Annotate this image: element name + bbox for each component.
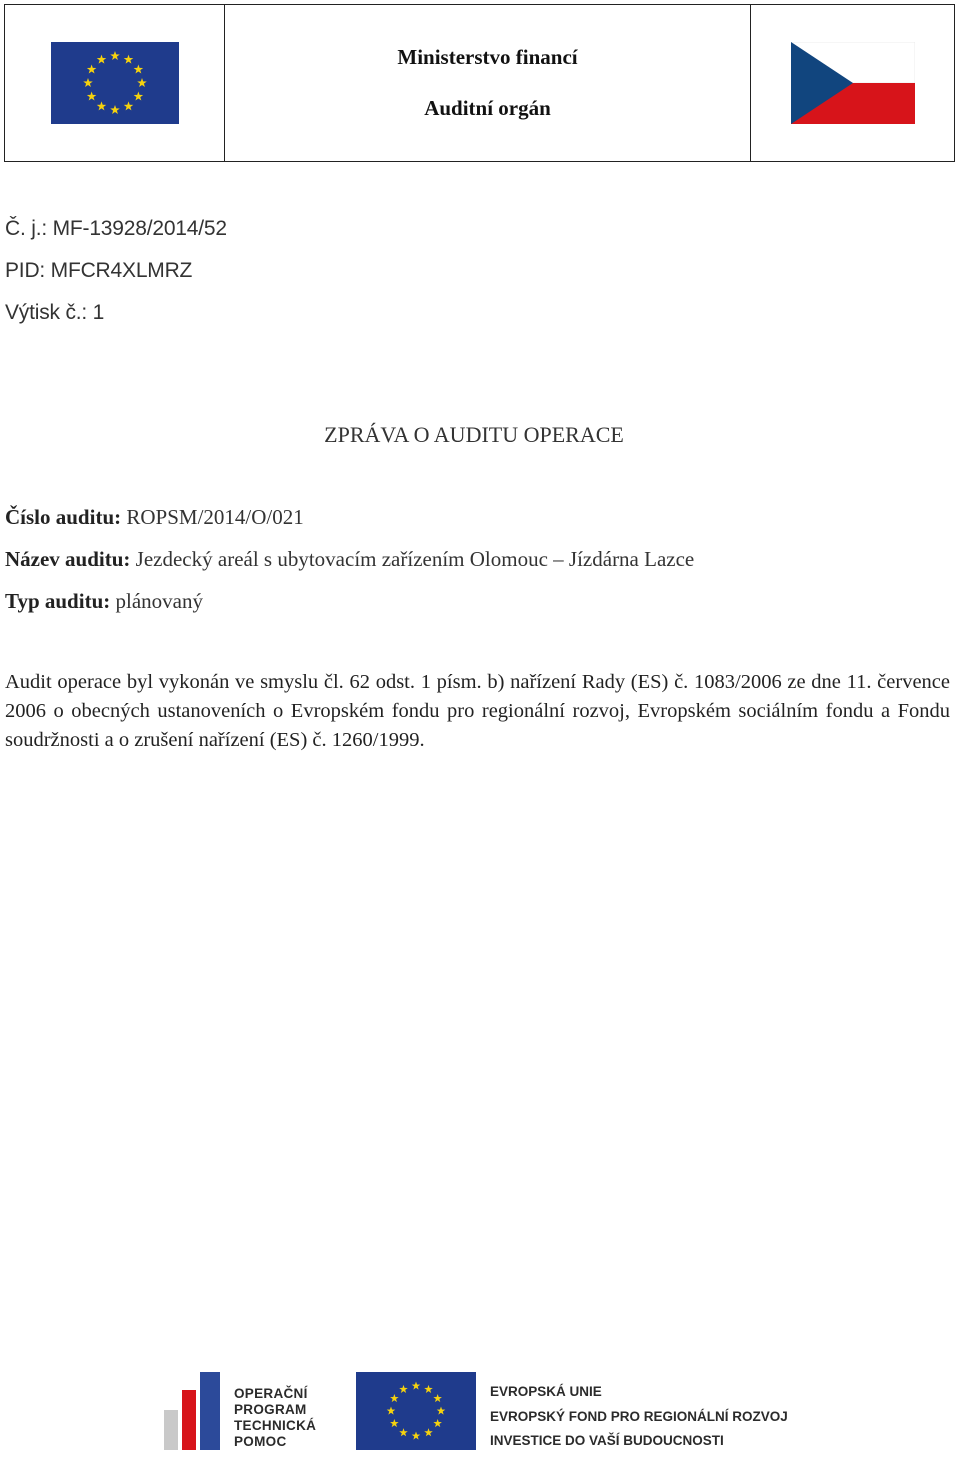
audit-name-value: Jezdecký areál s ubytovacím zařízením Olomouc – Jízdárna Lazce <box>135 547 695 571</box>
audit-number-line <box>5 505 304 530</box>
header-right-cell <box>751 5 955 162</box>
op-logo-text <box>234 1386 316 1450</box>
header-left-cell <box>5 5 225 162</box>
ministry-name: Ministerstvo financí <box>397 45 578 69</box>
department-name: Auditní orgán <box>424 96 551 120</box>
case-number: Č. j.: MF-13928/2014/52 <box>5 217 227 240</box>
audit-name-line <box>5 547 694 572</box>
op-line-4: POMOC <box>234 1434 287 1449</box>
footer-logos <box>160 1368 800 1454</box>
audit-number-value: ROPSM/2014/O/021 <box>126 505 304 529</box>
pid-number: PID: MFCR4XLMRZ <box>5 259 193 282</box>
copy-number: Výtisk č.: 1 <box>5 301 105 324</box>
op-line-3: TECHNICKÁ <box>234 1418 317 1433</box>
op-tp-logo-icon <box>160 1368 230 1452</box>
invest-text: INVESTICE DO VAŠÍ BUDOUCNOSTI <box>490 1433 724 1448</box>
audit-type-label: Typ auditu: <box>5 589 111 613</box>
eu-flag-icon <box>51 42 179 124</box>
audit-name-label: Název auditu: <box>5 547 131 571</box>
czech-flag-icon <box>791 42 915 124</box>
audit-paragraph: Audit operace byl vykonán ve smyslu čl. 62 odst. 1 písm. b) nařízení Rady (ES) č. 1083/2006 ze dne 11. července 2006 o obecných ustanoveních o Evropském fondu pro regionální rozvoj, Evropském sociálním fondu a Fondu soudržnosti a o zrušení nařízení (ES) č. 1260/1999. <box>5 671 950 751</box>
report-title: ZPRÁVA O AUDITU OPERACE <box>324 422 624 447</box>
audit-number-label: Číslo auditu: <box>5 505 122 529</box>
op-line-2: PROGRAM <box>234 1402 307 1417</box>
audit-type-line <box>5 589 203 614</box>
audit-type-value: plánovaný <box>115 589 203 613</box>
eu-union-text: EVROPSKÁ UNIE <box>490 1384 602 1399</box>
op-line-1: OPERAČNÍ <box>234 1386 308 1401</box>
header-table <box>4 4 955 162</box>
header-title-cell <box>225 5 751 162</box>
erdf-text: EVROPSKÝ FOND PRO REGIONÁLNÍ ROZVOJ <box>490 1409 788 1424</box>
eu-footer-flag-icon <box>356 1372 476 1450</box>
